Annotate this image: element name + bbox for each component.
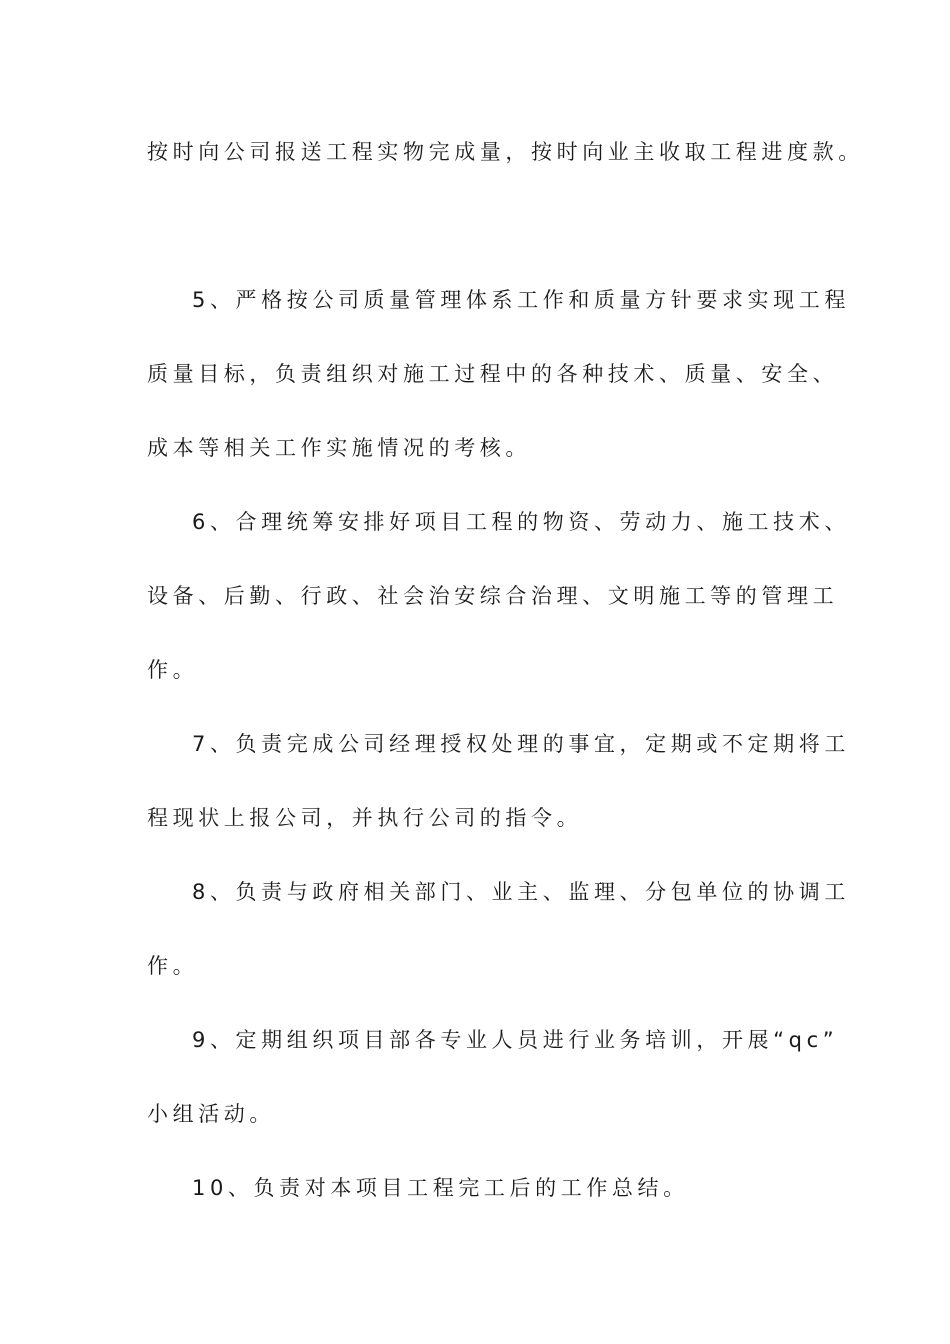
paragraph-line: 9、定期组织项目部各专业人员进行业务培训，开展“qc” — [192, 1028, 839, 1052]
paragraph-line: 10、负责对本项目工程完工后的工作总结。 — [192, 1176, 689, 1200]
paragraph-line: 7、负责完成公司经理授权处理的事宜，定期或不定期将工 — [192, 732, 850, 756]
paragraph-line: 作。 — [147, 658, 199, 682]
paragraph-line: 6、合理统筹安排好项目工程的物资、劳动力、施工技术、 — [192, 510, 850, 534]
paragraph-line: 设备、后勤、行政、社会治安综合治理、文明施工等的管理工 — [147, 584, 839, 608]
paragraph-line: 质量目标，负责组织对施工过程中的各种技术、质量、安全、 — [147, 362, 839, 386]
paragraph-line: 成本等相关工作实施情况的考核。 — [147, 436, 531, 460]
paragraph-line: 8、负责与政府相关部门、业主、监理、分包单位的协调工 — [192, 880, 850, 904]
paragraph-line: 小组活动。 — [147, 1102, 275, 1126]
paragraph-line: 程现状上报公司，并执行公司的指令。 — [147, 806, 583, 830]
paragraph-line: 按时向公司报送工程实物完成量，按时向业主收取工程进度款。 — [147, 140, 864, 164]
paragraph-line: 5、严格按公司质量管理体系工作和质量方针要求实现工程 — [192, 288, 850, 312]
paragraph-line: 作。 — [147, 954, 199, 978]
